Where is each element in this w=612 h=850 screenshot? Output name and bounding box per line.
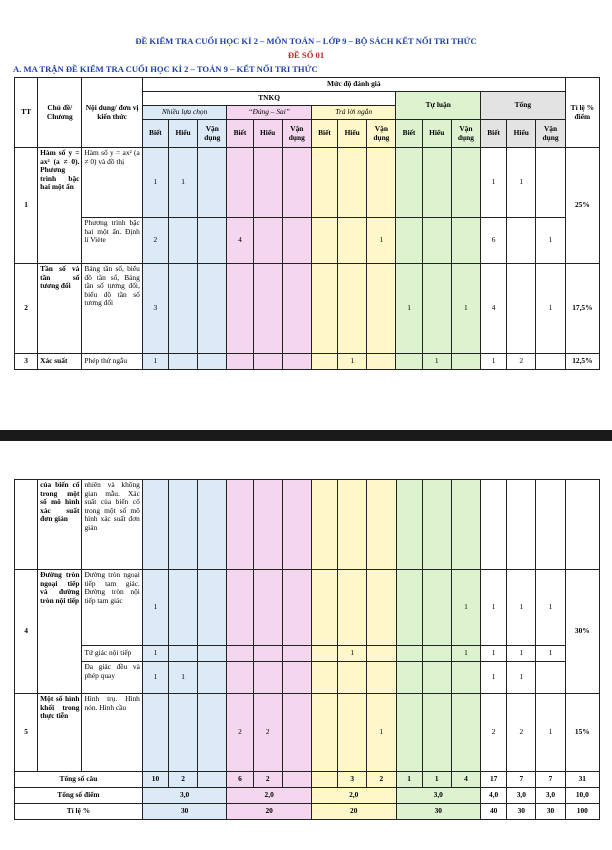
row2-ratio: 17,5% xyxy=(565,264,599,354)
cell-value xyxy=(282,218,311,264)
cell-value: 3 xyxy=(338,772,367,788)
cell-value xyxy=(311,662,337,694)
cell-value xyxy=(253,646,282,662)
cell-value xyxy=(198,218,227,264)
header-content: Nội dung/ đơn vị kiến thức xyxy=(82,78,142,148)
cell-value: 1 xyxy=(481,570,507,646)
cell-value xyxy=(311,264,337,354)
cell-value xyxy=(311,772,337,788)
cell-value xyxy=(282,772,311,788)
row5-ratio: 15% xyxy=(565,694,599,772)
cell-value: 1 xyxy=(451,264,480,354)
cell-value: 100 xyxy=(565,804,599,820)
cell-value: 1 xyxy=(168,148,197,218)
cell-value: 2 xyxy=(253,772,282,788)
cell-value xyxy=(169,570,198,646)
cell-value: 1 xyxy=(507,662,536,694)
cell-value xyxy=(507,480,536,570)
cell-value xyxy=(282,646,311,662)
header-vandung: Vận dụng xyxy=(536,120,565,148)
cell-value xyxy=(451,148,480,218)
cell-value xyxy=(422,218,451,264)
cell-value: 30 xyxy=(396,804,481,820)
cell-value: 1 xyxy=(507,570,536,646)
cell-value: 1 xyxy=(396,264,422,354)
header-biet: Biết xyxy=(311,120,337,148)
cell-value xyxy=(198,480,227,570)
cell-value xyxy=(396,354,422,370)
header-vandung: Vận dụng xyxy=(367,120,396,148)
cell-value xyxy=(396,480,422,570)
cell-value xyxy=(451,694,480,772)
cell-value xyxy=(227,570,253,646)
cell-value xyxy=(282,264,311,354)
cell-value: 2 xyxy=(507,694,536,772)
cell-value: 1 xyxy=(169,662,198,694)
cell-value: 1 xyxy=(142,354,168,370)
cell-value xyxy=(451,354,480,370)
cell-value: 4,0 xyxy=(481,788,507,804)
document-title: ĐỀ KIỂM TRA CUỐI HỌC KÌ 2 – MÔN TOÁN – LỚP 9 – BỘ SÁCH KẾT NỐI TRI THỨC xyxy=(135,36,477,46)
cell-value xyxy=(338,694,367,772)
row3-content-start: Phép thử ngẫu xyxy=(82,354,142,370)
row4-ratio: 30% xyxy=(565,570,599,694)
cell-value xyxy=(227,662,253,694)
cell-value: 31 xyxy=(565,772,599,788)
cell-value: 1 xyxy=(367,694,396,772)
cell-value: 2 xyxy=(169,772,198,788)
cell-value xyxy=(536,354,565,370)
cell-value xyxy=(451,218,480,264)
header-biet: Biết xyxy=(481,120,507,148)
cell-value xyxy=(367,480,396,570)
cell-value xyxy=(253,570,282,646)
row4-tt: 4 xyxy=(15,570,38,694)
cell-value xyxy=(227,264,253,354)
cell-value xyxy=(198,570,227,646)
cell-value: 2 xyxy=(227,694,253,772)
cell-value xyxy=(396,694,422,772)
cell-value xyxy=(507,264,536,354)
cell-value: 2 xyxy=(253,694,282,772)
cell-value: 1 xyxy=(142,148,168,218)
cell-value: 1 xyxy=(422,354,451,370)
row2-chapter: Tần số và tần số tương đối xyxy=(38,264,82,354)
cell-value: 3,0 xyxy=(396,788,481,804)
row4-content-3: Đa giác đều và phép quay xyxy=(82,662,142,694)
cell-value xyxy=(367,662,396,694)
header-hieu: Hiểu xyxy=(168,120,197,148)
cell-value: 1 xyxy=(536,694,565,772)
cell-value xyxy=(338,662,367,694)
cell-value: 2 xyxy=(367,772,396,788)
cell-value xyxy=(367,570,396,646)
row3-chapter-cont: của biến cố trong một số mô hình xác suất đơn giản xyxy=(38,480,82,570)
cell-value: 1 xyxy=(142,646,168,662)
header-ratio: Tỉ lệ % điểm xyxy=(565,78,599,148)
cell-value: 3,0 xyxy=(507,788,536,804)
row3-tt-cont xyxy=(15,480,38,570)
cell-value xyxy=(422,662,451,694)
cell-value: 10 xyxy=(142,772,168,788)
row3-ratio: 12,5% xyxy=(565,354,599,370)
cell-value xyxy=(198,646,227,662)
cell-value: 2 xyxy=(481,694,507,772)
cell-value xyxy=(396,662,422,694)
cell-value xyxy=(227,480,253,570)
cell-value xyxy=(198,148,227,218)
cell-value xyxy=(142,480,168,570)
row3-ratio-cont xyxy=(565,480,599,570)
cell-value xyxy=(198,264,227,354)
header-short-answer: Trả lời ngắn xyxy=(311,106,396,120)
header-hieu: Hiểu xyxy=(338,120,367,148)
cell-value: 4 xyxy=(481,264,507,354)
cell-value xyxy=(367,148,396,218)
row1-content-1: Hàm số y = ax² (a ≠ 0) và đồ thị xyxy=(82,148,142,218)
row4-content-1: Đường tròn ngoại tiếp tam giác. Đường tròn nội tiếp tam giác xyxy=(82,570,142,646)
cell-value xyxy=(507,218,536,264)
cell-value: 1 xyxy=(507,148,536,218)
cell-value: 1 xyxy=(507,646,536,662)
cell-value: 6 xyxy=(227,772,253,788)
header-level: Mức độ đánh giá xyxy=(142,78,565,92)
cell-value xyxy=(338,570,367,646)
cell-value: 1 xyxy=(451,646,480,662)
header-multiple-choice: Nhiều lựa chọn xyxy=(142,106,227,120)
cell-value xyxy=(168,354,197,370)
row1-ratio: 25% xyxy=(565,148,599,264)
cell-value: 1 xyxy=(481,354,507,370)
header-chapter: Chủ đề/ Chương xyxy=(38,78,82,148)
cell-value xyxy=(198,772,227,788)
cell-value xyxy=(227,354,253,370)
cell-value: 4 xyxy=(451,772,480,788)
matrix-table-part-1 xyxy=(14,77,600,370)
cell-value xyxy=(168,264,197,354)
total-percent-label: Tỉ lệ % xyxy=(15,804,143,820)
cell-value: 7 xyxy=(536,772,565,788)
cell-value: 2 xyxy=(507,354,536,370)
cell-value: 40 xyxy=(481,804,507,820)
cell-value xyxy=(282,570,311,646)
cell-value xyxy=(396,570,422,646)
cell-value xyxy=(422,570,451,646)
header-vandung: Vận dụng xyxy=(282,120,311,148)
row1-chapter: Hàm số y = ax² (a ≠ 0). Phương trình bậc hai một ẩn xyxy=(38,148,82,264)
cell-value: 30 xyxy=(507,804,536,820)
cell-value xyxy=(282,148,311,218)
header-hieu: Hiểu xyxy=(507,120,536,148)
cell-value xyxy=(198,354,227,370)
cell-value xyxy=(311,148,337,218)
cell-value xyxy=(227,148,253,218)
header-total: Tổng xyxy=(481,92,566,120)
row2-tt: 2 xyxy=(15,264,38,354)
row5-content: Hình trụ. Hình nón. Hình cầu xyxy=(82,694,142,772)
cell-value: 1 xyxy=(396,772,422,788)
cell-value: 3,0 xyxy=(142,788,227,804)
cell-value xyxy=(338,264,367,354)
cell-value: 1 xyxy=(338,354,367,370)
row3-chapter-start: Xác suất xyxy=(38,354,82,370)
row2-content: Bảng tần số, biểu đồ tần số, Bảng tần số tương đối, biểu đồ tần số tương đối xyxy=(82,264,142,354)
cell-value: 4 xyxy=(227,218,253,264)
row3-content-cont: nhiên và không gian mẫu. Xác suất của biến cố trong một số mô hình xác suất đơn giản xyxy=(82,480,142,570)
cell-value: 2,0 xyxy=(227,788,312,804)
cell-value xyxy=(142,694,168,772)
total-count-label: Tổng số câu xyxy=(15,772,143,788)
cell-value: 6 xyxy=(481,218,507,264)
cell-value xyxy=(169,480,198,570)
cell-value: 1 xyxy=(536,218,565,264)
cell-value xyxy=(367,264,396,354)
row3-tt: 3 xyxy=(15,354,38,370)
cell-value xyxy=(422,148,451,218)
cell-value xyxy=(396,218,422,264)
cell-value xyxy=(367,646,396,662)
cell-value: 17 xyxy=(481,772,507,788)
header-biet: Biết xyxy=(396,120,422,148)
cell-value: 1 xyxy=(422,772,451,788)
row1-content-2: Phương trình bậc hai một ẩn. Định lí Viète xyxy=(82,218,142,264)
cell-value xyxy=(253,480,282,570)
page-2 xyxy=(0,441,612,850)
cell-value: 1 xyxy=(536,570,565,646)
cell-value: 1 xyxy=(338,646,367,662)
cell-value: 3,0 xyxy=(536,788,565,804)
cell-value: 1 xyxy=(481,646,507,662)
cell-value xyxy=(422,480,451,570)
cell-value xyxy=(311,646,337,662)
cell-value: 2,0 xyxy=(311,788,396,804)
cell-value: 30 xyxy=(536,804,565,820)
cell-value xyxy=(282,480,311,570)
cell-value xyxy=(169,694,198,772)
cell-value: 1 xyxy=(536,646,565,662)
cell-value: 1 xyxy=(142,570,168,646)
cell-value: 1 xyxy=(481,662,507,694)
cell-value xyxy=(198,662,227,694)
cell-value xyxy=(451,480,480,570)
cell-value xyxy=(451,662,480,694)
header-tt: TT xyxy=(15,78,38,148)
cell-value xyxy=(311,570,337,646)
cell-value xyxy=(253,148,282,218)
cell-value xyxy=(282,694,311,772)
header-true-false: “Đúng – Sai” xyxy=(227,106,312,120)
header-tnkq: TNKQ xyxy=(142,92,396,106)
cell-value xyxy=(311,480,337,570)
row4-chapter: Đường tròn ngoại tiếp và đường tròn nội tiếp xyxy=(38,570,82,694)
cell-value xyxy=(253,354,282,370)
cell-value xyxy=(338,218,367,264)
cell-value xyxy=(338,148,367,218)
cell-value xyxy=(422,646,451,662)
row5-chapter: Một số hình khối trong thực tiễn xyxy=(38,694,82,772)
cell-value xyxy=(253,218,282,264)
header-biet: Biết xyxy=(142,120,168,148)
header-biet: Biết xyxy=(227,120,253,148)
cell-value xyxy=(367,354,396,370)
cell-value xyxy=(396,148,422,218)
total-points-label: Tổng số điểm xyxy=(15,788,143,804)
cell-value: 7 xyxy=(507,772,536,788)
cell-value: 20 xyxy=(311,804,396,820)
page-separator xyxy=(0,430,612,441)
cell-value xyxy=(282,662,311,694)
header-vandung: Vận dụng xyxy=(198,120,227,148)
cell-value xyxy=(169,646,198,662)
row5-tt: 5 xyxy=(15,694,38,772)
row4-content-2: Tứ giác nội tiếp xyxy=(82,646,142,662)
row1-tt: 1 xyxy=(15,148,38,264)
cell-value xyxy=(338,480,367,570)
cell-value xyxy=(198,694,227,772)
header-vandung: Vận dụng xyxy=(451,120,480,148)
cell-value: 1 xyxy=(536,264,565,354)
cell-value xyxy=(253,264,282,354)
cell-value xyxy=(396,646,422,662)
cell-value xyxy=(311,218,337,264)
cell-value: 2 xyxy=(142,218,168,264)
cell-value xyxy=(536,662,565,694)
cell-value xyxy=(422,264,451,354)
cell-value: 30 xyxy=(142,804,227,820)
cell-value: 1 xyxy=(367,218,396,264)
cell-value xyxy=(422,694,451,772)
cell-value xyxy=(536,480,565,570)
matrix-table-part-2 xyxy=(14,479,600,820)
cell-value xyxy=(168,218,197,264)
cell-value: 1 xyxy=(142,662,168,694)
cell-value xyxy=(481,480,507,570)
header-hieu: Hiểu xyxy=(422,120,451,148)
cell-value xyxy=(282,354,311,370)
exam-number: ĐỀ SỐ 01 xyxy=(287,50,325,60)
cell-value xyxy=(227,646,253,662)
cell-value: 20 xyxy=(227,804,312,820)
section-a-heading: A. MA TRẬN ĐỀ KIỂM TRA CUỐI HỌC KÌ 2 – TOÁN 9 – KẾT NỐI TRI THỨC xyxy=(13,64,318,74)
cell-value xyxy=(536,148,565,218)
header-essay: Tự luận xyxy=(396,92,481,120)
cell-value: 3 xyxy=(142,264,168,354)
cell-value xyxy=(311,354,337,370)
cell-value xyxy=(311,694,337,772)
cell-value: 10,0 xyxy=(565,788,599,804)
cell-value: 1 xyxy=(451,570,480,646)
cell-value xyxy=(253,662,282,694)
header-hieu: Hiểu xyxy=(253,120,282,148)
cell-value: 1 xyxy=(481,148,507,218)
